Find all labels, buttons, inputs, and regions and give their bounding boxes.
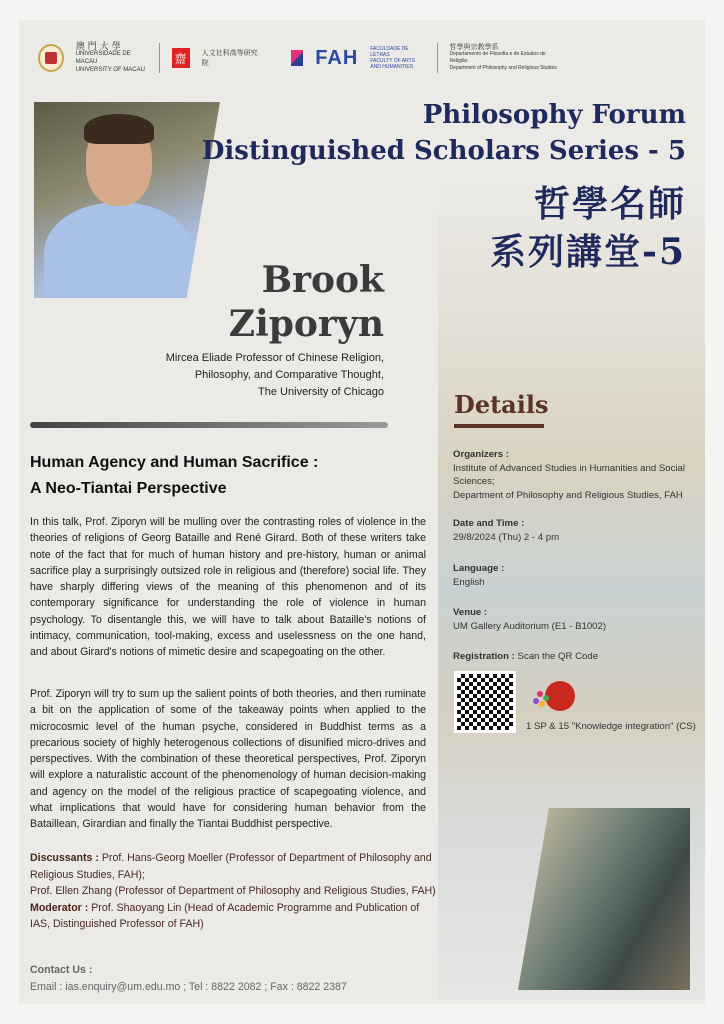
speaker-name: Brook Ziporyn [228, 259, 384, 345]
divider [437, 43, 438, 73]
credit-info: 1 SP & 15 "Knowledge integration" (CS) [526, 721, 696, 732]
registration-qr-code[interactable] [454, 671, 516, 733]
venue: Venue : UM Gallery Auditorium (E1 - B1002) [453, 607, 607, 632]
fah-logo: FAH [315, 46, 359, 69]
series-title-chinese: 哲學名師 系列講堂-5 [490, 183, 686, 273]
fah-name: FACULDADE DE LETRAS FACULTY OF ARTS AND HUMANITIES [370, 46, 416, 70]
registration: Registration : Scan the QR Code [453, 651, 599, 662]
dept-name: 哲學與宗教學系 Departamento de Filosofia e de Estudos de Religião Department of Philosophy and Religious Studies [449, 44, 557, 71]
speaker-affiliation: Mircea Eliade Professor of Chinese Religion, Philosophy, and Comparative Thought, The University of Chicago [165, 352, 384, 398]
um-logo-text: 澳門大學 UNIVERSIDADE DE MACAU UNIVERSITY OF MACAU [75, 41, 145, 73]
series-title: Philosophy Forum Distinguished Scholars Series - 5 [201, 100, 686, 166]
divider [159, 43, 160, 73]
person-program-logo [528, 676, 578, 716]
discussants-moderator: Discussants : Prof. Hans-Georg Moeller (Professor of Department of Philosophy and Religious Studies, FAH); Prof. Ellen Zhang (Professor of Department of Philosophy and Religious Studies, FAH) Moderator : Prof. Shaoyang Lin (Head of Academic Programme and Publication of IAS, Distinguished Professor of FAH) [30, 852, 436, 930]
fah-logo-mark [291, 50, 304, 66]
abstract-paragraph-2: Prof. Ziporyn will try to sum up the salient points of both theories, and then ruminate a bit on the application of some of the takeaway points when applied to the microcosmic level of the human psyche, considered in Buddhist terms as a precarious society of highly heterogenous collections of disunified micro-drives and perspectives. With the combination of these theoretical perspectives, Prof. Ziporyn will explore a naturalistic account of the phenomenology of human decision-making and agency on the model of the religious practice of scapegoating violence, and what implications that would have for considering human behavior from the Bataillean, Girardian and finally the Tiantai Buddhist perspective. [30, 688, 426, 831]
talk-title: Human Agency and Human Sacrifice : A Neo-Tiantai Perspective [30, 454, 319, 497]
organizers: Organizers : Institute of Advanced Studies in Humanities and Social Sciences; Department of Philosophy and Religious Studies, FAH [453, 449, 685, 501]
language: Language : English [453, 563, 505, 588]
divider-bar [30, 422, 388, 428]
details-underline [454, 424, 544, 428]
date-time: Date and Time : 29/8/2024 (Thu) 2 - 4 pm [453, 518, 560, 543]
contact-info: Contact Us : Email : ias.enquiry@um.edu.mo ; Tel : 8822 2082 ; Fax : 8822 2387 [30, 962, 347, 996]
abstract-paragraph-1: In this talk, Prof. Ziporyn will be mulling over the contrasting roles of violence in the theories of religions of Georg Bataille and René Girard. Both of these writers take note of the fact that for much of human history and pre-history, human or animal sacrifice play a surprisingly outsized role in religious and (therefore) social life. They have sharply differing views of the meaning of this phenomenon and of its contemporary significance for understanding the role of violence in human psychology. To disentangle this, we will have to talk about Bataille's notions of intimacy, communication, tool-making, excess and uselessness on the one hand, and about Girard's notions of mimetic desire and scapegoating on the other. [30, 516, 426, 659]
ias-logo: 齋 [172, 48, 190, 68]
um-seal-logo [38, 44, 64, 72]
contact-line[interactable]: Email : ias.enquiry@um.edu.mo ; Tel : 8822 2082 ; Fax : 8822 2387 [30, 981, 347, 993]
ias-name: 人文社科高等研究院 [201, 50, 258, 67]
logo-bar [38, 40, 558, 76]
details-heading: Details [454, 390, 549, 419]
